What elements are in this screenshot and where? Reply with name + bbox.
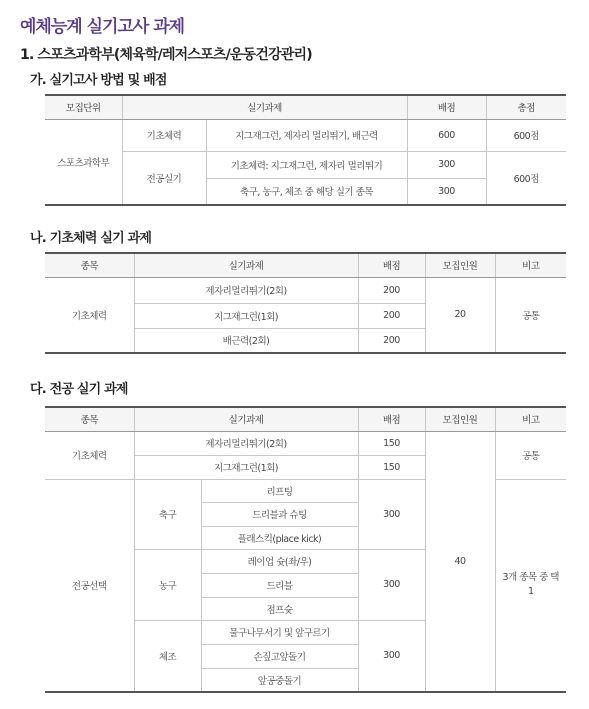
score-cell: 200 <box>358 277 425 303</box>
basic-fitness-table <box>45 252 566 354</box>
task-cell: 리프팅 <box>201 479 358 502</box>
subsection-heading-b: 나. 기초체력 실기 과제 <box>30 231 152 246</box>
total-cell: 600점 <box>486 119 566 151</box>
col-header-event: 종목 <box>45 407 134 431</box>
task-cell: 점프슛 <box>201 597 358 620</box>
task-cell: 레이업 슛(좌/우) <box>201 549 358 573</box>
col-header-count: 모집인원 <box>425 407 495 431</box>
event-cell: 기초체력 <box>45 277 134 353</box>
task-cell: 지그재그런(1회) <box>134 455 358 479</box>
count-cell: 40 <box>425 431 495 692</box>
score-cell: 300 <box>358 479 425 549</box>
note-cell: 공통 <box>495 277 566 353</box>
col-header-count: 모집인원 <box>425 253 495 277</box>
subsection-heading-a: 가. 실기고사 방법 및 배점 <box>30 73 167 88</box>
major-practical-table <box>45 406 566 693</box>
subsection-heading-c: 다. 전공 실기 과제 <box>30 382 128 397</box>
sport-cell: 축구 <box>134 479 201 549</box>
col-header-total: 총점 <box>486 95 566 119</box>
col-header-task: 실기과제 <box>122 95 407 119</box>
task-cell: 배근력(2회) <box>134 328 358 353</box>
note-cell: 3개 종목 중 택1 <box>495 479 566 692</box>
col-header-note: 비고 <box>495 407 566 431</box>
task-cell: 제자리멀리뛰기(2회) <box>134 431 358 455</box>
task-cell: 지그재그런(1회) <box>134 303 358 328</box>
category-cell: 기초체력 <box>122 119 206 151</box>
note-cell: 공통 <box>495 431 566 479</box>
task-cell: 드리블과 슈팅 <box>201 502 358 526</box>
col-header-task: 실기과제 <box>134 253 358 277</box>
sport-cell: 체조 <box>134 620 201 692</box>
task-cell: 축구, 농구, 체조 중 해당 실기 종목 <box>206 178 407 205</box>
score-cell: 150 <box>358 455 425 479</box>
score-cell: 300 <box>407 151 486 178</box>
section-heading: 1. 스포츠과학부(체육학/레저스포츠/운동건강관리) <box>20 47 312 63</box>
event-cell: 기초체력 <box>45 431 134 479</box>
task-cell: 드리블 <box>201 573 358 597</box>
event-cell: 전공선택 <box>45 479 134 692</box>
score-cell: 200 <box>358 328 425 353</box>
page-title: 예체능계 실기고사 과제 <box>20 17 185 37</box>
score-cell: 300 <box>358 549 425 620</box>
task-cell: 물구나무서기 및 앞구르기 <box>201 620 358 644</box>
score-cell: 200 <box>358 303 425 328</box>
col-header-note: 비고 <box>495 253 566 277</box>
task-cell: 지그재그런, 제자리 멀리뛰기, 배근력 <box>206 119 407 151</box>
score-cell: 150 <box>358 431 425 455</box>
task-cell: 앞공중돌기 <box>201 668 358 692</box>
task-cell: 플래스킥(place kick) <box>201 526 358 549</box>
task-cell: 손짚고앞돌기 <box>201 644 358 668</box>
col-header-score: 배점 <box>358 253 425 277</box>
col-header-score: 배점 <box>358 407 425 431</box>
col-header-score: 배점 <box>407 95 486 119</box>
col-header-task: 실기과제 <box>134 407 358 431</box>
count-cell: 20 <box>425 277 495 353</box>
task-cell: 기초체력: 지그재그런, 제자리 멀리뛰기 <box>206 151 407 178</box>
col-header-event: 종목 <box>45 253 134 277</box>
col-header-unit: 모집단위 <box>45 95 122 119</box>
score-cell: 600 <box>407 119 486 151</box>
task-cell: 제자리멀리뛰기(2회) <box>134 277 358 303</box>
score-cell: 300 <box>358 620 425 692</box>
score-cell: 300 <box>407 178 486 205</box>
score-table <box>45 94 566 206</box>
sport-cell: 농구 <box>134 549 201 620</box>
total-cell: 600점 <box>486 151 566 205</box>
unit-cell: 스포츠과학부 <box>45 119 122 205</box>
category-cell: 전공실기 <box>122 151 206 205</box>
